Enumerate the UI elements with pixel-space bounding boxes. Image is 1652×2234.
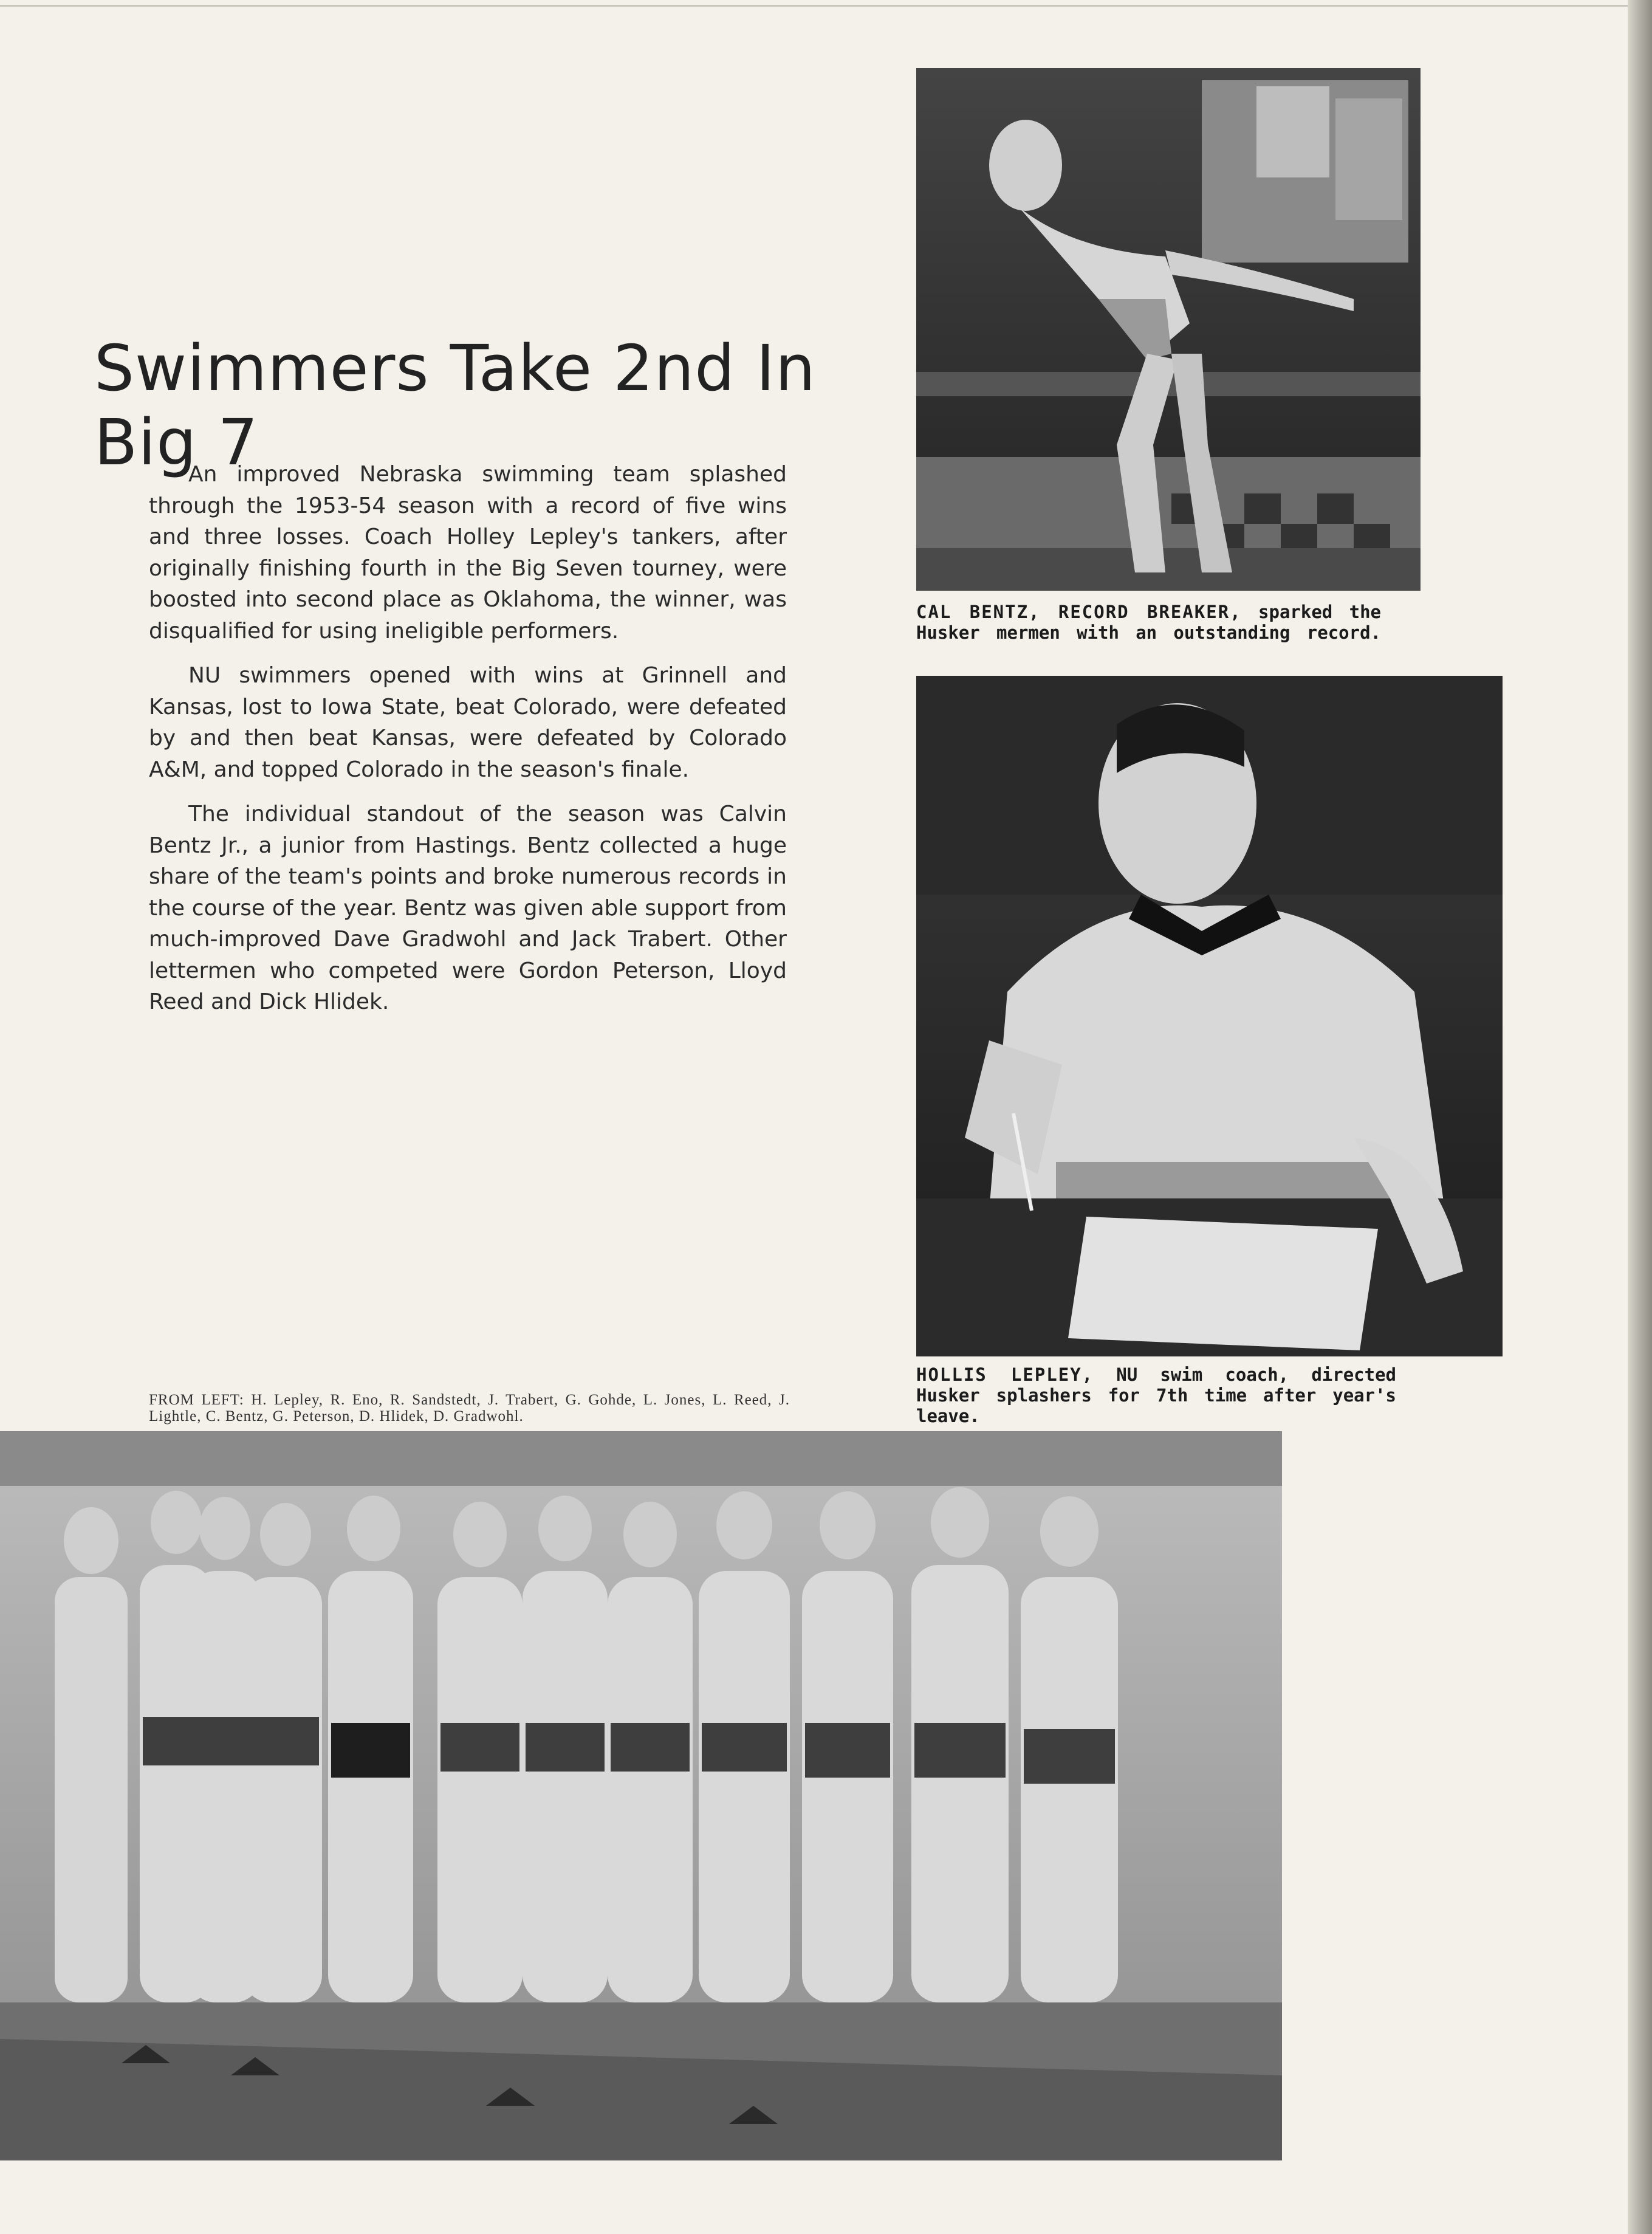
photo-team-lineup xyxy=(0,1431,1282,2160)
caption-bentz-rest: sparked the Husker mermen with an outstanding record. xyxy=(916,602,1381,643)
article-body xyxy=(149,459,787,1031)
article-paragraph: NU swimmers opened with wins at Grinnell and Kansas, lost to Iowa State, beat Colorado, were defeated by and then beat Kansas, were defeated by Colorado A&M, and topped Colorado in the season's finale. xyxy=(149,663,787,782)
caption-bentz xyxy=(916,602,1381,643)
caption-lepley-lead: HOLLIS LEPLEY, xyxy=(916,1364,1094,1385)
page-binding-edge xyxy=(1628,0,1652,2234)
caption-lepley-rest: NU swim coach, directed Husker splashers for 7th time after year's leave. xyxy=(916,1364,1396,1426)
photo-bentz-diver xyxy=(916,68,1421,591)
page-top-rule xyxy=(0,5,1652,7)
page-headline: Swimmers Take 2nd In Big 7 xyxy=(94,331,816,479)
caption-bentz-lead: CAL BENTZ, RECORD BREAKER, xyxy=(916,602,1242,622)
caption-lepley xyxy=(916,1364,1396,1426)
caption-team: FROM LEFT: H. Lepley, R. Eno, R. Sandstedt, J. Trabert, G. Gohde, L. Jones, L. Reed, J. Lightle, C. Bentz, G. Peterson, D. Hlidek, D. Gradwohl. xyxy=(149,1392,790,1425)
article-paragraph: An improved Nebraska swimming team splashed through the 1953-54 season with a record of five wins and three losses. Coach Holley Lepley's tankers, after originally finishing fourth in the Big Seven tourney, were boosted into second place as Oklahoma, the winner, was disqualified for using ineligible performers. xyxy=(149,462,787,644)
article-paragraph: The individual standout of the season was Calvin Bentz Jr., a junior from Hastings. Bentz collected a huge share of the team's points and broke numerous records in the course of the year. Bentz was given able support from much-improved Dave Gradwohl and Jack Trabert. Other lettermen who competed were Gordon Peterson, Lloyd Reed and Dick Hlidek. xyxy=(149,802,787,1014)
photo-lepley-coach xyxy=(916,676,1503,1356)
